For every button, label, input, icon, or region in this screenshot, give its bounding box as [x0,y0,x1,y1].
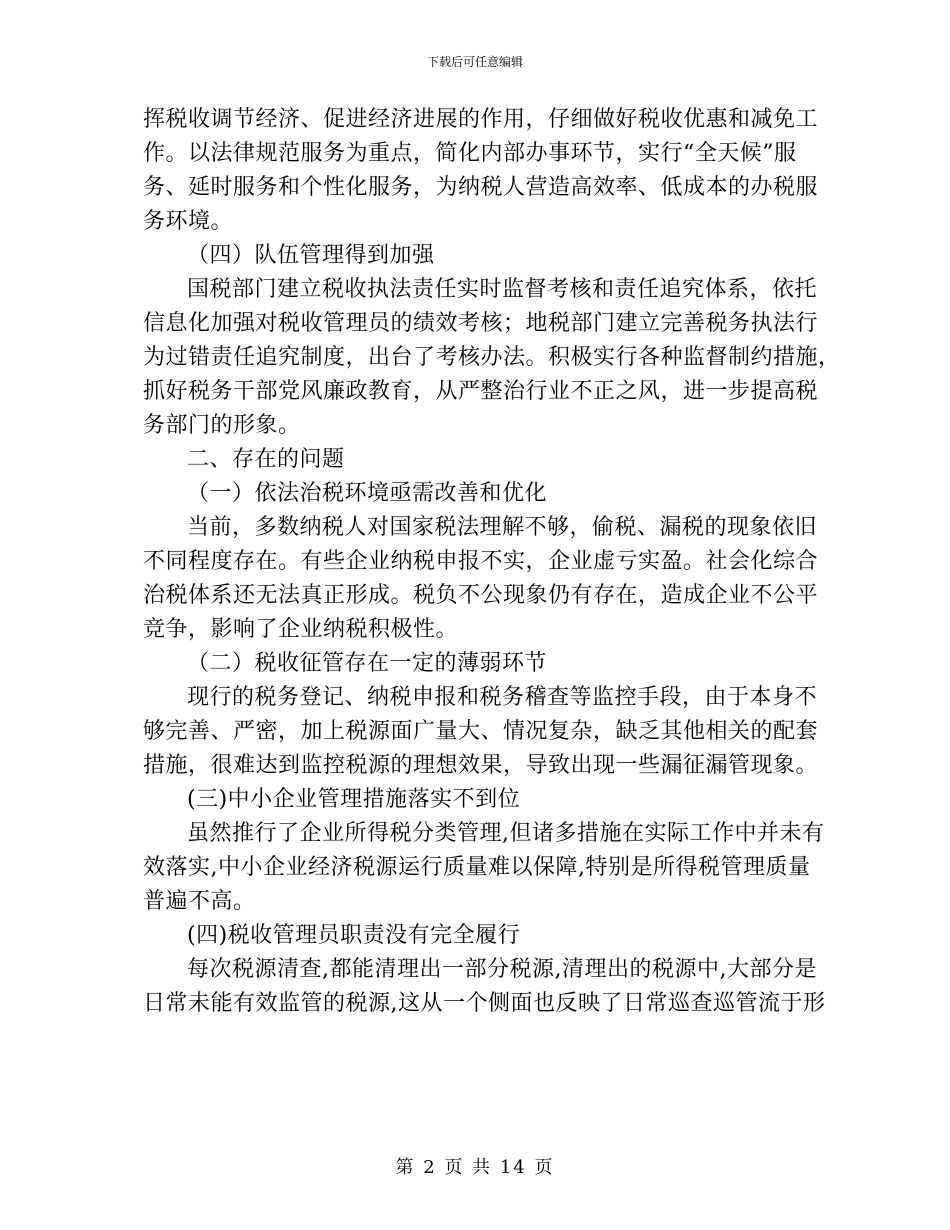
text-line: 不同程度存在。有些企业纳税申报不实，企业虚亏实盈。社会化综合 [143,549,819,574]
text-line: 每次税源清查,都能清理出一部分税源,清理出的税源中,大部分是 [187,957,817,982]
text-line: 为过错责任追究制度，出台了考核办法。积极实行各种监督制约措施， [143,345,841,370]
text-line: 抓好税务干部党风廉政教育，从严整治行业不正之风，进一步提高税 [143,379,819,404]
text-line: （二）税收征管存在一定的薄弱环节 [187,651,548,676]
text-line: 作。以法律规范服务为重点，简化内部办事环节，实行“全天候”服 [143,141,797,166]
text-line: 效落实,中小企业经济税源运行质量难以保障,特别是所得税管理质量 [143,855,811,880]
page-header: 下载后可任意编辑 [426,55,523,69]
text-line: 务、延时服务和个性化服务，为纳税人营造高效率、低成本的办税服 [143,175,819,200]
text-line: 务环境。 [143,209,234,234]
text-line: (四)税收管理员职责没有完全履行 [187,923,521,948]
text-line: 虽然推行了企业所得税分类管理,但诸多措施在实际工作中并未有 [187,821,825,846]
text-line: 治税体系还无法真正形成。税负不公现象仍有存在，造成企业不公平 [143,583,819,608]
text-line: 够完善、严密，加上税源面广量大、情况复杂，缺乏其他相关的配套 [143,719,819,744]
text-line: 日常未能有效监管的税源,这从一个侧面也反映了日常巡查巡管流于形 [143,991,826,1016]
text-line: 当前，多数纳税人对国家税法理解不够，偷税、漏税的现象依旧 [187,515,818,540]
text-line: 措施，很难达到监控税源的理想效果，导致出现一些漏征漏管现象。 [143,753,819,778]
document-body [143,103,841,1021]
text-line: 普遍不高。 [143,889,256,914]
text-line: 挥税收调节经济、促进经济进展的作用，仔细做好税收优惠和减免工 [143,107,819,132]
text-line: (三)中小企业管理措施落实不到位 [187,787,521,812]
text-line: 信息化加强对税收管理员的绩效考核；地税部门建立完善税务执法行 [143,311,819,336]
text-line: 二、存在的问题 [187,447,345,472]
text-line: 务部门的形象。 [143,413,301,438]
text-line: （四）队伍管理得到加强 [187,243,435,268]
text-line: 现行的税务登记、纳税申报和税务稽查等监控手段，由于本身不 [187,685,818,710]
page-footer: 第 2 页 共 14 页 [395,1157,555,1178]
text-line: 国税部门建立税收执法责任实时监督考核和责任追究体系，依托 [187,277,818,302]
text-line: （一）依法治税环境亟需改善和优化 [187,481,548,506]
text-line: 竞争，影响了企业纳税积极性。 [143,617,459,642]
